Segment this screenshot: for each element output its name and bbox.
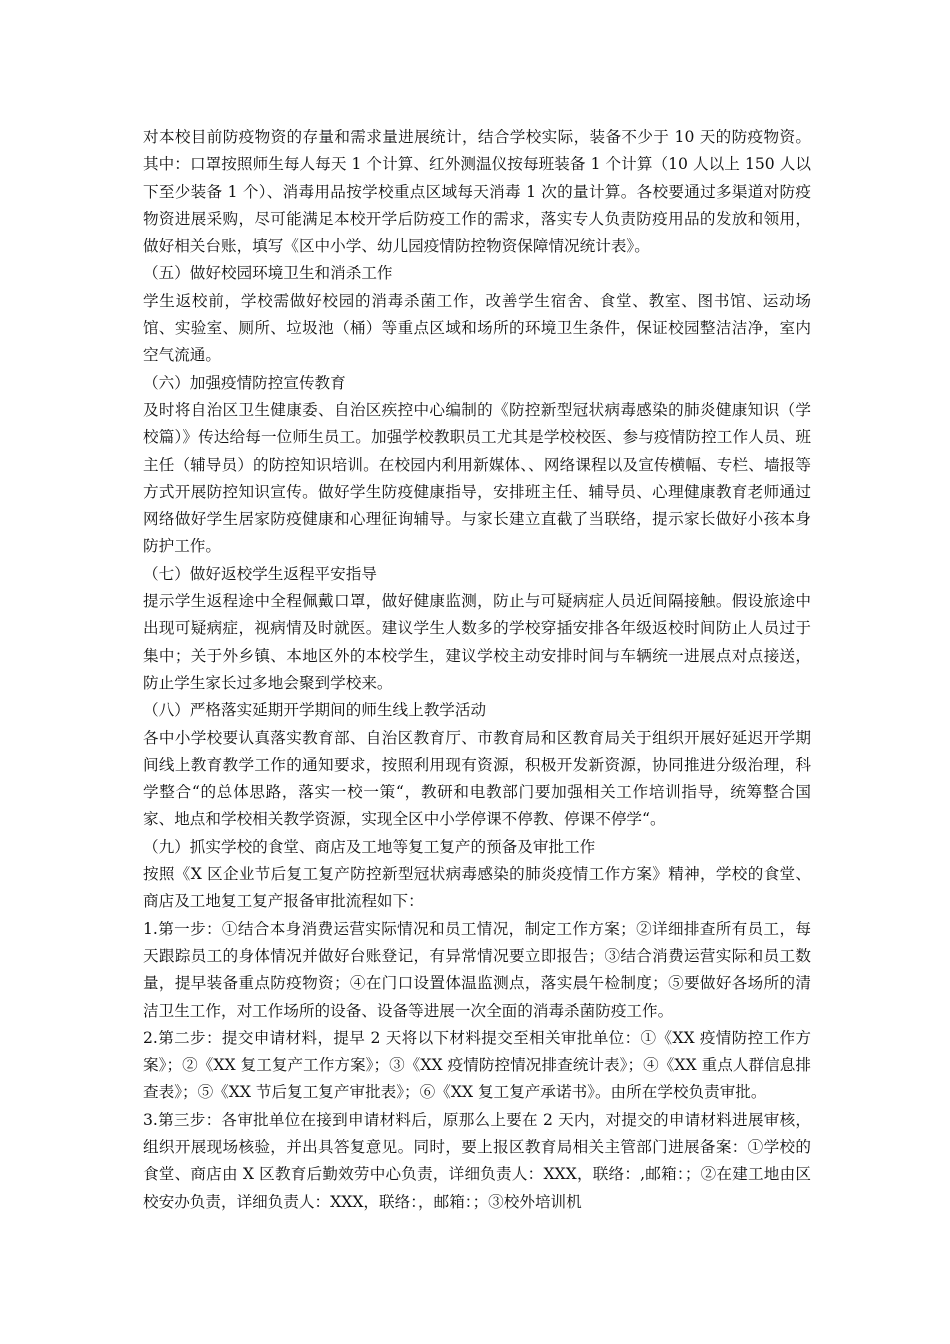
section-heading-6: （六）加强疫情防控宣传教育	[143, 373, 346, 392]
paragraph-return-travel: 提示学生返程途中全程佩戴口罩，做好健康监测，防止与可疑病症人员近间隔接触。假设旅途中出现可疑病症，视病情及时就医。建议学生人数多的学校穿插安排各年级返校时间防止人员过于集中；关于外乡镇、本地区外的本校学生，建议学校主动安排时间与车辆统一进展点对点接送，防止学生家长过多地会聚到学校来。	[143, 592, 811, 692]
paragraph-publicity-education: 及时将自治区卫生健康委、自治区疾控中心编制的《防控新型冠状病毒感染的肺炎健康知识（学校篇）》传达给每一位师生员工。加强学校教职员工尤其是学校校医、参与疫情防控工作人员、班主任（辅导员）的防控知识培训。在校园内利用新媒体、、网络课程以及宣传横幅、专栏、墙报等方式开展防控知识宣传。做好学生防疫健康指导，安排班主任、辅导员、心理健康教育老师通过网络做好学生居家防疫健康和心理征询辅导。与家长建立直截了当联络，提示家长做好小孩本身防护工作。	[143, 400, 811, 556]
section-heading-7: （七）做好返校学生返程平安指导	[143, 564, 377, 583]
paragraph-step-2: 2.第二步：提交申请材料，提早 2 天将以下材料提交至相关审批单位：①《XX 疫情防控工作方案》；②《XX 复工复产工作方案》；③《XX 疫情防控情况排查统计表》；④《XX 重点人群信息排查表》；⑤《XX 节后复工复产审批表》；⑥《XX 复工复产承诺书》。由所在学校负责审批。	[143, 1028, 811, 1102]
paragraph-step-3: 3.第三步：各审批单位在接到申请材料后，原那么上要在 2 天内，对提交的申请材料进展审核，组织开展现场核验，并出具答复意见。同时，要上报区教育局相关主管部门进展备案：①学校的食堂、商店由 X 区教育后勤效劳中心负责，详细负责人：XXX，联络：,邮箱：；②在建工地由区校安办负责，详细负责人：XXX，联络：，邮箱：；③校外培训机	[143, 1110, 811, 1211]
paragraph-step-1: 1.第一步：①结合本身消费运营实际情况和员工情况，制定工作方案；②详细排查所有员工，每天跟踪员工的身体情况并做好台账登记，有异常情况要立即报告；③结合消费运营实际和员工数量，提早装备重点防疫物资；④在门口设置体温监测点，落实晨午检制度；⑤要做好各场所的清洁卫生工作，对工作场所的设备、设备等进展一次全面的消毒杀菌防疫工作。	[143, 919, 811, 1020]
section-heading-9: （九）抓实学校的食堂、商店及工地等复工复产的预备及审批工作	[143, 837, 596, 856]
section-heading-8: （八）严格落实延期开学期间的师生线上教学活动	[143, 701, 487, 720]
document-body	[143, 124, 811, 1216]
paragraph-online-teaching: 各中小学校要认真落实教育部、自治区教育厅、市教育局和区教育局关于组织开展好延迟开学期间线上教育教学工作的通知要求，按照利用现有资源，积极开发新资源，协同推进分级治理，科学整合“的总体思路，落实一校一策“，教研和电教部门要加强相关工作培训指导，统筹整合国家、地点和学校相关教学资源，实现全区中小学停课不停教、停课不停学“。	[143, 728, 811, 829]
paragraph-epidemic-supplies: 对本校目前防疫物资的存量和需求量进展统计，结合学校实际，装备不少于 10 天的防疫物资。其中：口罩按照师生每人每天 1 个计算、红外测温仪按每班装备 1 个计算（10 人以上 150 人以下至少装备 1 个）、消毒用品按学校重点区域每天消毒 1 次的量计算。各校要通过多渠道对防疫物资进展采购，尽可能满足本校开学后防疫工作的需求，落实专人负责防疫用品的发放和领用，做好相关台账，填写《区中小学、幼儿园疫情防控物资保障情况统计表》。	[143, 128, 811, 256]
paragraph-campus-disinfection: 学生返校前，学校需做好校园的消毒杀菌工作，改善学生宿舍、食堂、教室、图书馆、运动场馆、实验室、厕所、垃圾池（桶）等重点区域和场所的环境卫生条件，保证校园整洁洁净，室内空气流通。	[143, 291, 811, 365]
paragraph-approval-intro: 按照《X 区企业节后复工复产防控新型冠状病毒感染的肺炎疫情工作方案》精神，学校的食堂、商店及工地复工复产报备审批流程如下：	[143, 865, 811, 911]
section-heading-5: （五）做好校园环境卫生和消杀工作	[143, 264, 393, 283]
